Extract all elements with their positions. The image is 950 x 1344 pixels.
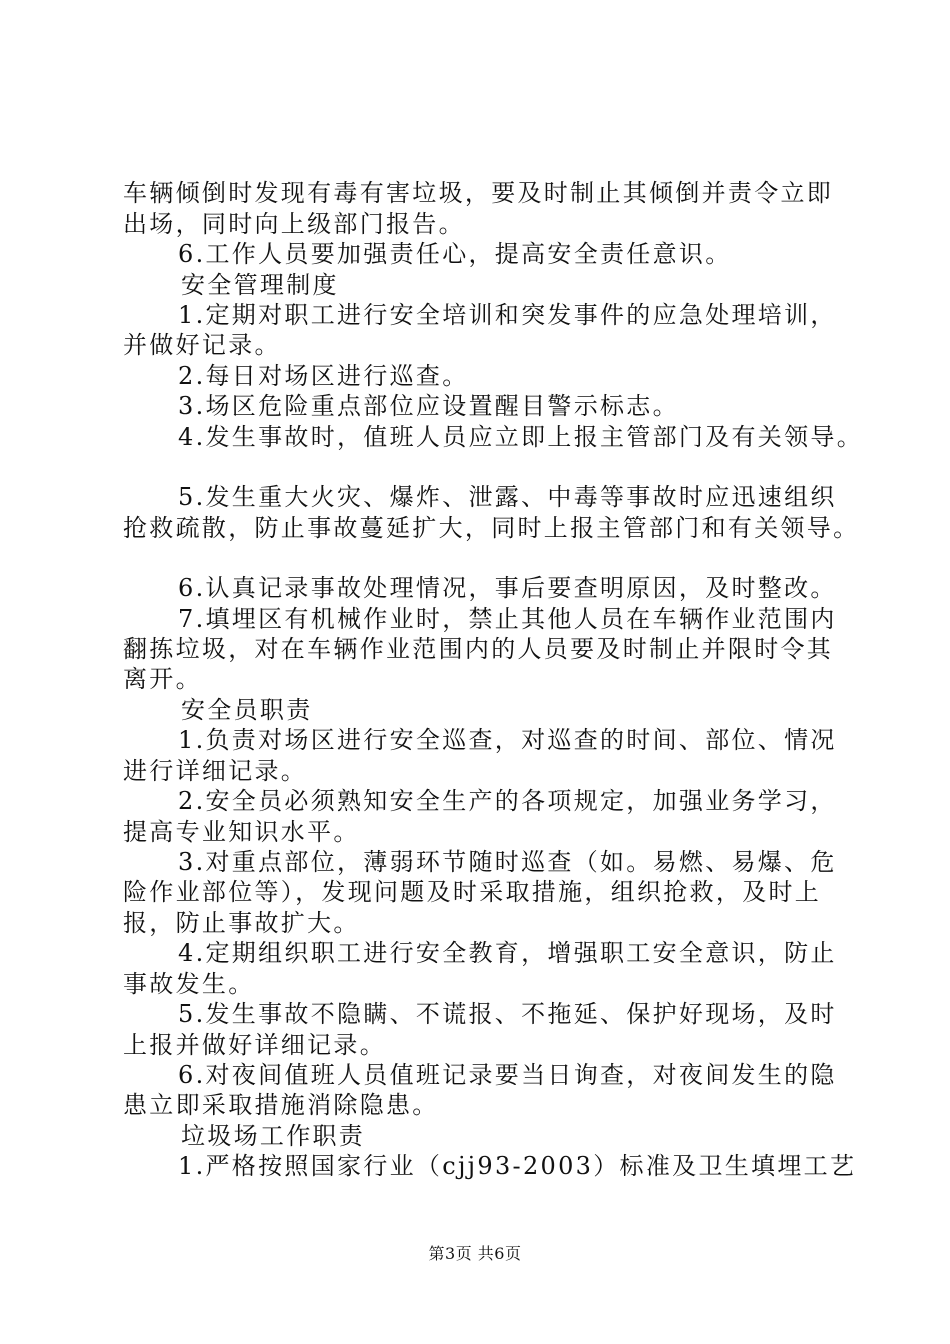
text-line: 出场，同时向上级部门报告。 xyxy=(123,210,465,238)
text-line: 报，防止事故扩大。 xyxy=(123,909,360,937)
text-line: 事故发生。 xyxy=(123,970,255,998)
text-line: 6.认真记录事故处理情况，事后要查明原因，及时整改。 xyxy=(178,574,837,602)
section-heading: 垃圾场工作职责 xyxy=(181,1122,366,1150)
text-line: 2.安全员必须熟知安全生产的各项规定，加强业务学习， xyxy=(178,787,837,815)
text-line: 进行详细记录。 xyxy=(123,757,308,785)
section-heading: 安全管理制度 xyxy=(181,271,339,299)
text-line: 5.发生重大火灾、爆炸、泄露、中毒等事故时应迅速组织 xyxy=(178,483,837,511)
text-line: 1.严格按照国家行业（cjj93-2003）标准及卫生填埋工艺 xyxy=(178,1152,857,1180)
text-line: 4.发生事故时，值班人员应立即上报主管部门及有关领导。 xyxy=(178,423,863,451)
text-line: 3.对重点部位，薄弱环节随时巡查（如。易燃、易爆、危 xyxy=(178,848,837,876)
text-line: 提高专业知识水平。 xyxy=(123,818,360,846)
text-line: 7.填埋区有机械作业时，禁止其他人员在车辆作业范围内 xyxy=(178,605,837,633)
text-line: 险作业部位等），发现问题及时采取措施，组织抢救，及时上 xyxy=(123,878,822,906)
text-line: 2.每日对场区进行巡查。 xyxy=(178,362,469,390)
text-line: 并做好记录。 xyxy=(123,331,281,359)
text-line: 6.工作人员要加强责任心，提高安全责任意识。 xyxy=(178,240,732,268)
text-line: 翻拣垃圾，对在车辆作业范围内的人员要及时制止并限时令其 xyxy=(123,635,834,663)
text-line: 5.发生事故不隐瞒、不谎报、不拖延、保护好现场，及时 xyxy=(178,1000,837,1028)
text-line: 4.定期组织职工进行安全教育，增强职工安全意识，防止 xyxy=(178,939,837,967)
text-line: 抢救疏散，防止事故蔓延扩大，同时上报主管部门和有关领导。 xyxy=(123,514,860,542)
text-line: 1.负责对场区进行安全巡查，对巡查的时间、部位、情况 xyxy=(178,726,837,754)
text-line: 车辆倾倒时发现有毒有害垃圾，要及时制止其倾倒并责令立即 xyxy=(123,179,834,207)
text-line: 6.对夜间值班人员值班记录要当日询查，对夜间发生的隐 xyxy=(178,1061,837,1089)
section-heading: 安全员职责 xyxy=(181,696,313,724)
text-line: 3.场区危险重点部位应设置醒目警示标志。 xyxy=(178,392,679,420)
page-footer: 第3页 共6页 xyxy=(428,1244,522,1263)
text-line: 患立即采取措施消除隐患。 xyxy=(123,1091,439,1119)
text-line: 上报并做好详细记录。 xyxy=(123,1031,386,1059)
text-line: 1.定期对职工进行安全培训和突发事件的应急处理培训， xyxy=(178,301,837,329)
text-line: 离开。 xyxy=(123,665,202,693)
